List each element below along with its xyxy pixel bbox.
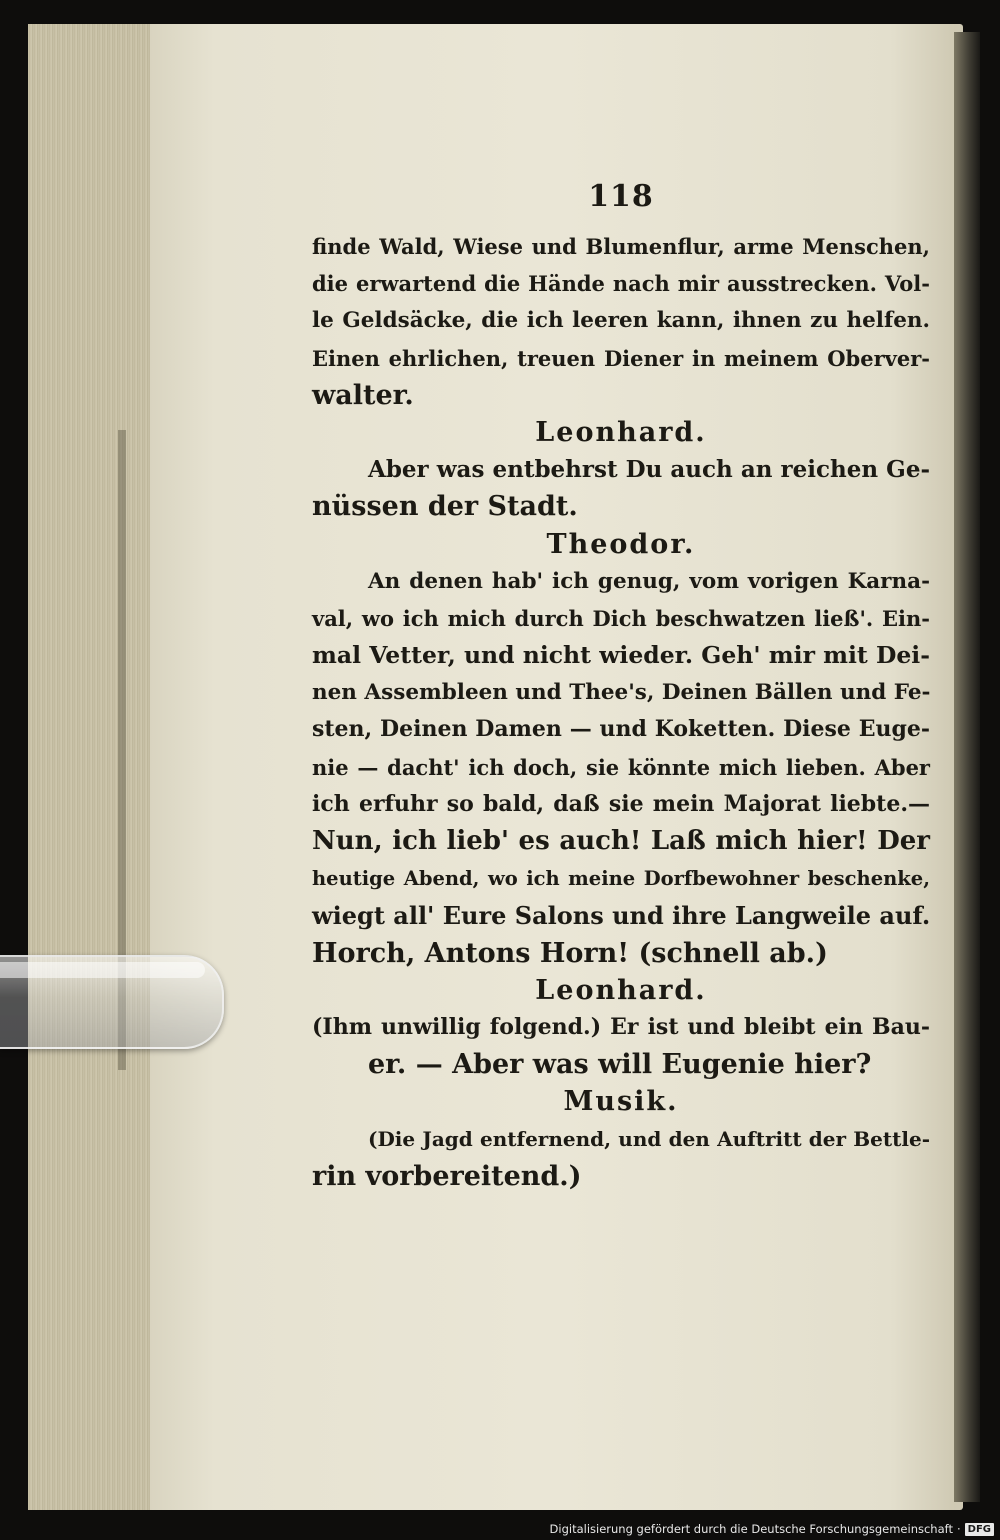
text-line: Einen ehrlichen, treuen Diener in meinem Oberver- [312, 345, 930, 371]
speaker-name: Leonhard. [535, 416, 707, 448]
text-line: nüssen der Stadt. [312, 491, 578, 523]
text-line: Nun, ich lieb' es auch! Laß mich hier! Der [312, 826, 930, 856]
text-line: sten, Deinen Damen — und Koketten. Diese Euge- [312, 716, 930, 743]
speaker-name: Theodor. [546, 528, 696, 560]
digitization-credit [550, 1522, 994, 1536]
text-line: val, wo ich mich durch Dich beschwatzen ließ'. Ein- [312, 605, 930, 631]
text-line: heutige Abend, wo ich meine Dorfbewohner beschenke, [312, 867, 930, 891]
text-line: Horch, Antons Horn! (schnell ab.) [312, 937, 828, 969]
text-line: (Die Jagd entfernend, und den Auftritt der Bettle- [368, 1126, 930, 1151]
page-number: 118 [588, 179, 654, 214]
text-line: er. — Aber was will Eugenie hier? [368, 1049, 872, 1081]
text-line: mal Vetter, und nicht wieder. Geh' mir mit Dei- [312, 641, 930, 670]
text-line: rin vorbereitend.) [312, 1160, 582, 1192]
text-line: wiegt all' Eure Salons und ihre Langweile auf. [312, 901, 931, 931]
speaker-name: Musik. [563, 1086, 679, 1118]
text-line: le Geldsäcke, die ich leeren kann, ihnen zu helfen. [312, 308, 930, 334]
text-line: An denen hab' ich genug, vom vorigen Karna- [368, 568, 930, 594]
page-holder-highlight [0, 962, 205, 978]
text-line: finde Wald, Wiese und Blumenflur, arme Menschen, [312, 234, 930, 259]
text-lines [312, 228, 930, 1195]
page-text [312, 178, 930, 1195]
text-line: Aber was entbehrst Du auch an reichen Ge- [368, 456, 930, 484]
text-line: walter. [312, 379, 414, 411]
text-line: (Ihm unwillig folgend.) Er ist und bleibt ein Bau- [312, 1013, 930, 1040]
text-line: nie — dacht' ich doch, sie könnte mich lieben. Aber [312, 754, 930, 780]
text-line: die erwartend die Hände nach mir ausstrecken. Vol- [312, 271, 930, 297]
dfg-logo: DFG [965, 1523, 994, 1536]
text-line: ich erfuhr so bald, daß sie mein Majorat liebte.— [312, 790, 930, 817]
separator: · [957, 1522, 961, 1536]
book-cover-edge [954, 32, 980, 1502]
credit-text: Digitalisierung gefördert durch die Deutsche Forschungsgemeinschaft [549, 1522, 953, 1536]
page-edges [28, 24, 156, 1510]
speaker-name: Leonhard. [535, 974, 707, 1006]
text-line: nen Assembleen und Thee's, Deinen Bällen und Fe- [312, 680, 931, 706]
